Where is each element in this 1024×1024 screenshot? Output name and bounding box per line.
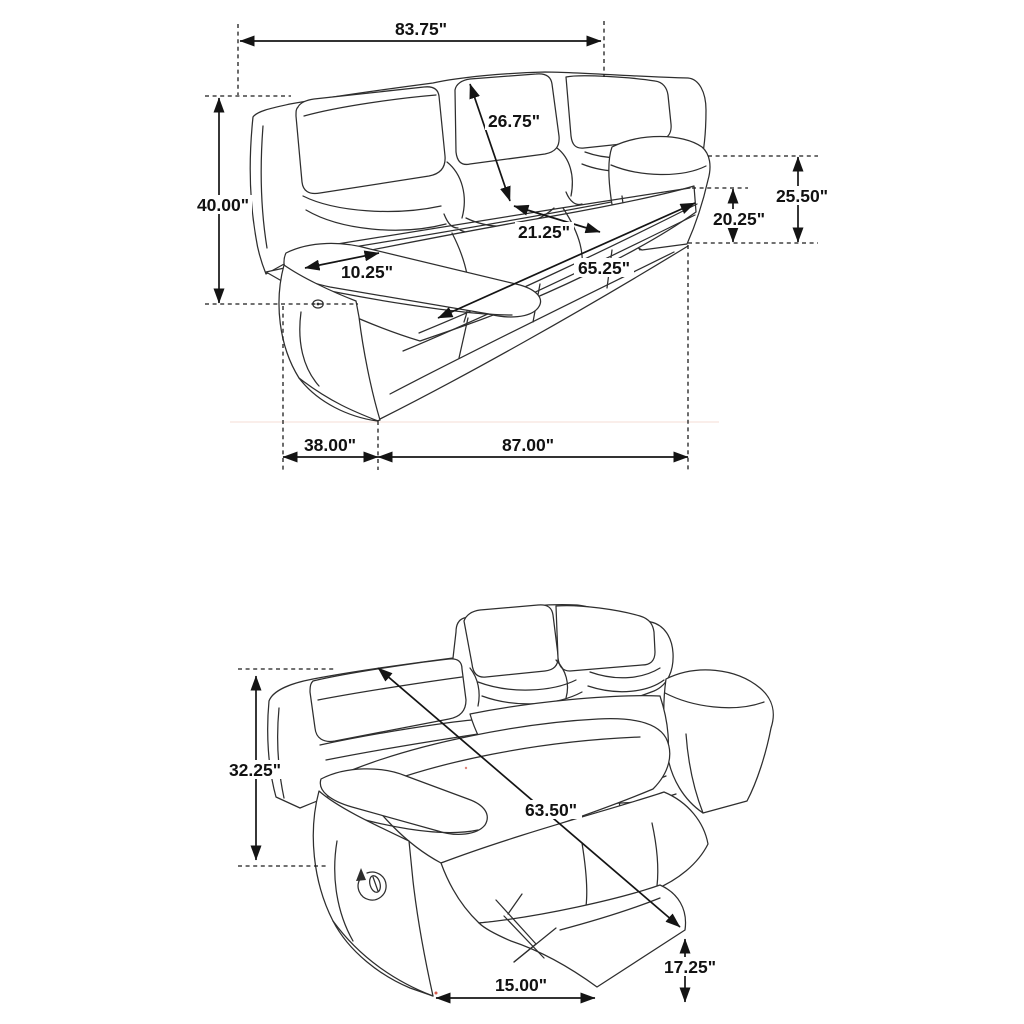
footrest-distance-label: 15.00" [494, 975, 548, 995]
arm-top-width-label: 10.25" [340, 262, 394, 282]
reclined-length-label: 63.50" [524, 800, 578, 820]
scan-speck [465, 767, 467, 769]
seat-depth-label: 21.25" [517, 222, 571, 242]
scan-speck [435, 992, 438, 995]
sofa-upright-drawing [250, 72, 710, 421]
seat-height-label: 20.25" [712, 209, 766, 229]
arm-height-label: 25.50" [775, 186, 829, 206]
footrest-height-label: 17.25" [663, 957, 717, 977]
side-depth-label: 38.00" [303, 435, 357, 455]
far-headrest-2 [556, 606, 655, 671]
back-height-label: 40.00" [196, 195, 250, 215]
front-width-label: 87.00" [501, 435, 555, 455]
right-arm-reclined [664, 670, 773, 813]
seat-front-width-label: 65.25" [577, 258, 631, 278]
reclined-back-height-label: 32.25" [228, 760, 282, 780]
back-diagonal-label: 26.75" [487, 111, 541, 131]
far-headrest-1 [464, 605, 558, 677]
overall-width-label: 83.75" [394, 19, 448, 39]
